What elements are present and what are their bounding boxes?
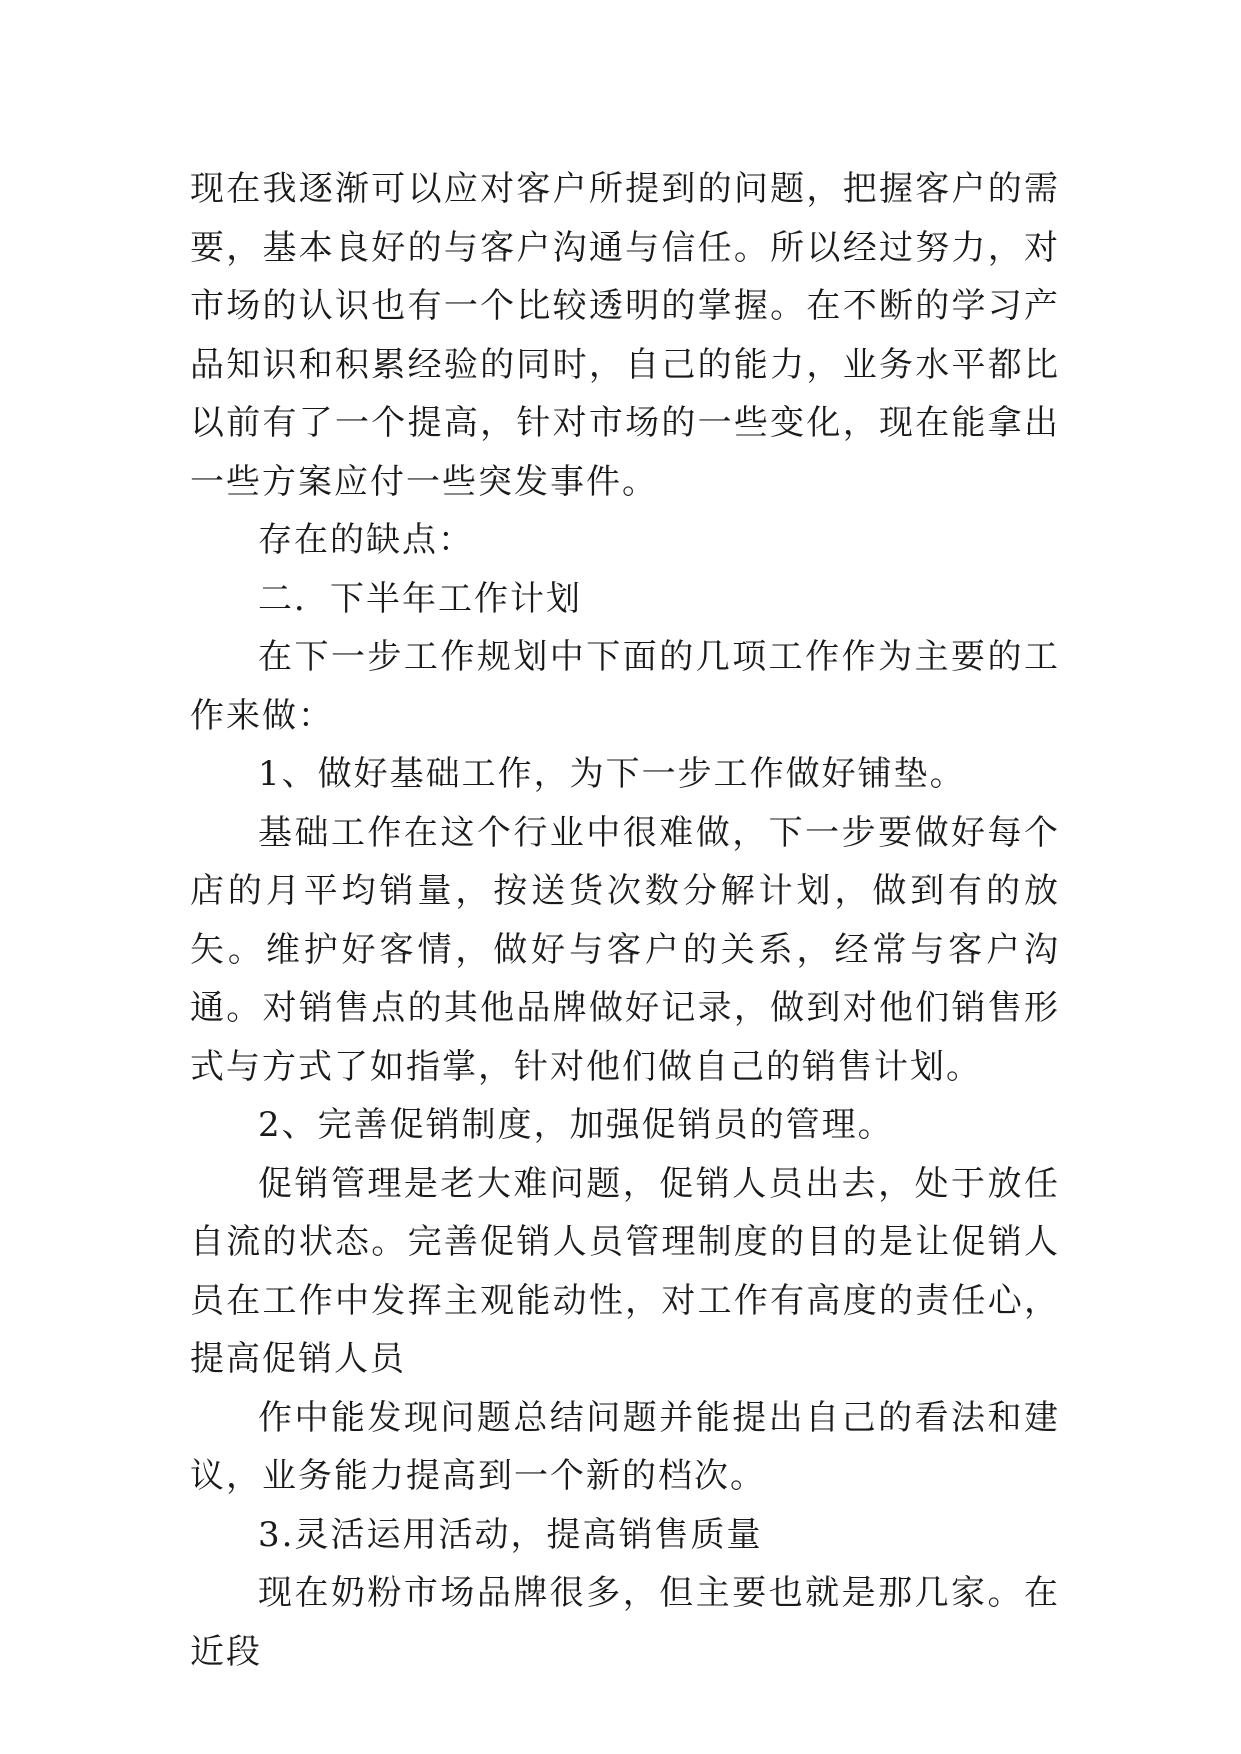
- paragraph-11: 现在奶粉市场品牌很多，但主要也就是那几家。在近段: [190, 1573, 1060, 1672]
- paragraph-1: 现在我逐渐可以应对客户所提到的问题，把握客户的需要，基本良好的与客户沟通与信任。所以经过努力，对市场的认识也有一个比较透明的掌握。在不断的学习产品知识和积累经验的同时，自己的能力，业务水平都比以前有了一个提高，针对市场的一些变化，现在能拿出一些方案应付一些突发事件。: [190, 169, 1060, 502]
- paragraph-8: 促销管理是老大难问题，促销人员出去，处于放任自流的状态。完善促销人员管理制度的目的是让促销人员在工作中发挥主观能动性，对工作有高度的责任心，提高促销人员: [190, 1163, 1060, 1379]
- paragraph-9: 作中能发现问题总结问题并能提出自己的看法和建议，业务能力提高到一个新的档次。: [190, 1397, 1060, 1496]
- list-item-2: 2、完善促销制度，加强促销员的管理。: [258, 1105, 894, 1145]
- list-item-3: 3.灵活运用活动，提高销售质量: [258, 1514, 763, 1555]
- section-heading: 二．下半年工作计划: [258, 578, 582, 619]
- document-body: [190, 160, 1060, 1681]
- paragraph-2: 存在的缺点：: [258, 520, 474, 560]
- list-item-1: 1、做好基础工作，为下一步工作做好铺垫。: [258, 754, 966, 794]
- paragraph-4: 在下一步工作规划中下面的几项工作作为主要的工作来做：: [190, 637, 1060, 736]
- paragraph-6: 基础工作在这个行业中很难做，下一步要做好每个店的月平均销量，按送货次数分解计划，做到有的放矢。维护好客情，做好与客户的关系，经常与客户沟通。对销售点的其他品牌做好记录，做到对他们销售形式与方式了如指掌，针对他们做自己的销售计划。: [190, 812, 1060, 1087]
